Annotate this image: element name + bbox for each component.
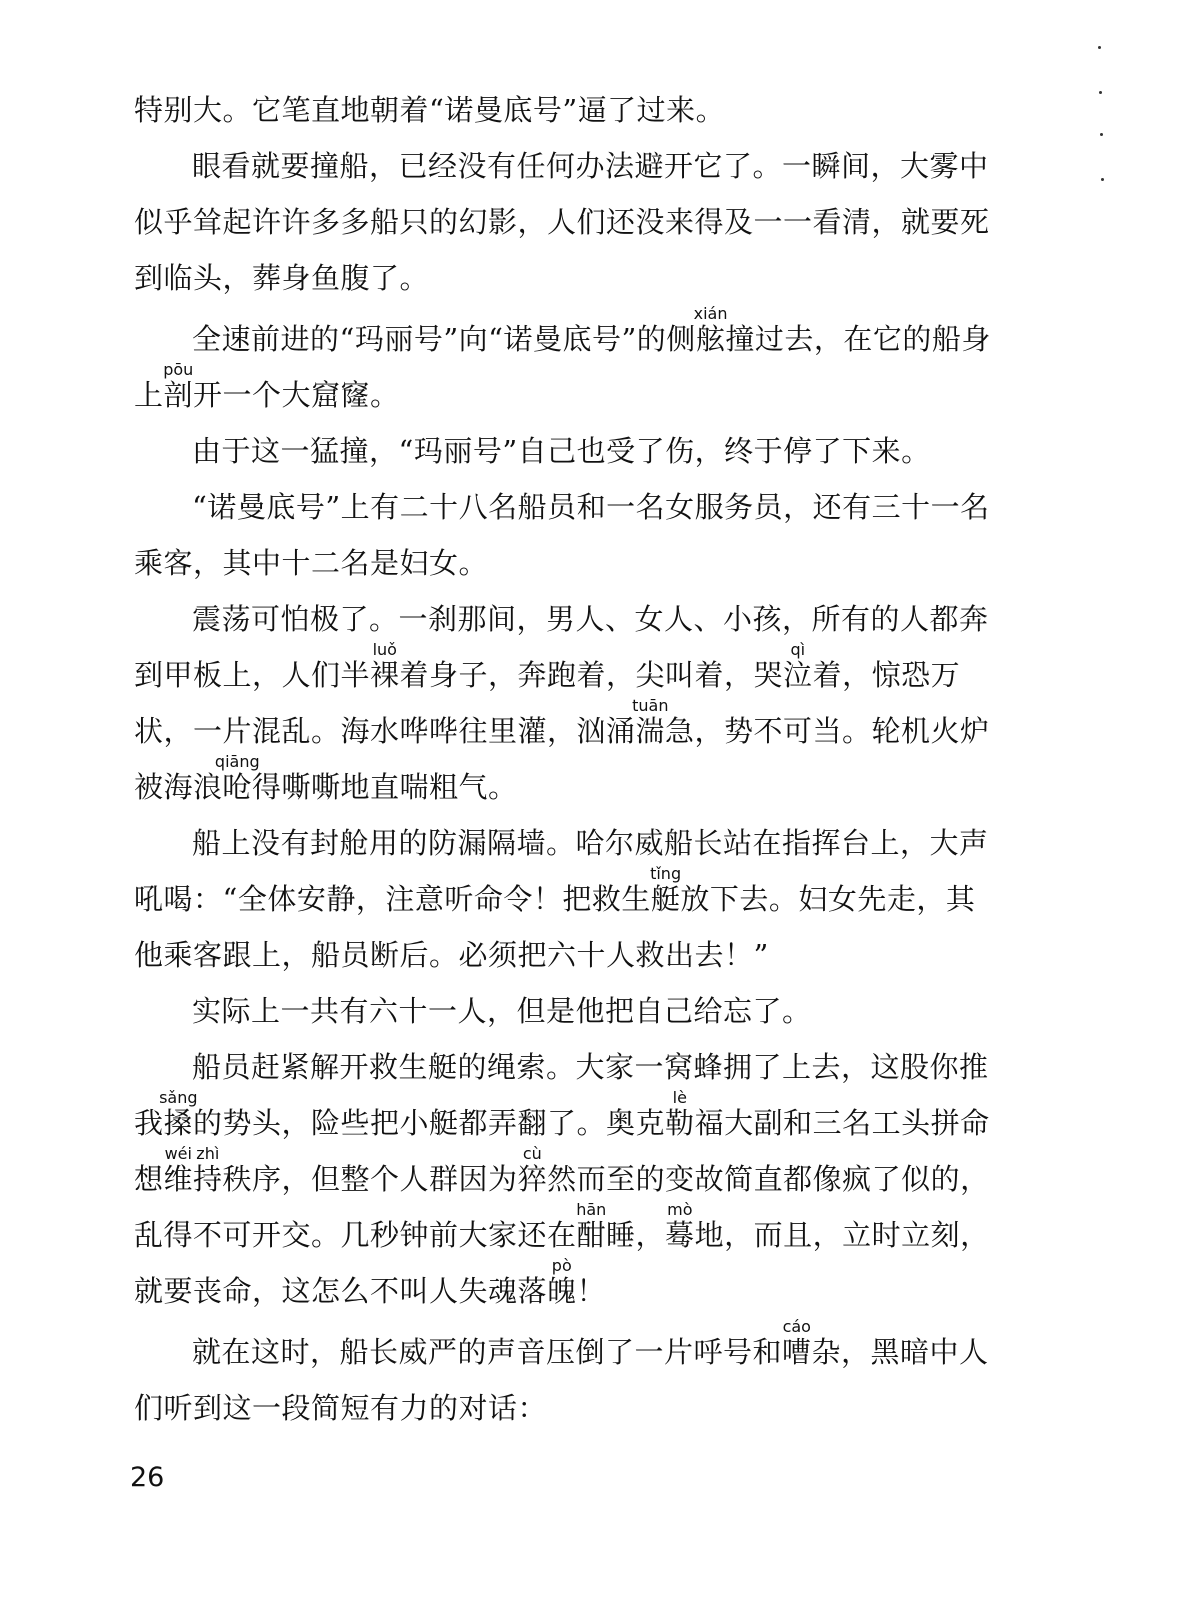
paragraph [134, 479, 994, 591]
text-run: 着，惊恐万状，一片混乱。海水哗哗往里灌，汹涌 [134, 658, 961, 748]
annotated-character: 艇tǐng [650, 864, 682, 916]
annotated-character: 裸luǒ [370, 640, 400, 692]
text-run: 撞过去，在它的船身上 [134, 322, 991, 412]
text-run: 特别大。它笔直地朝着“诺曼底号”逼了过来。 [134, 93, 726, 127]
text-run: 震荡可怕极了。一刹那间，男人、女人、小孩，所有的人都奔到甲板上，人们半 [134, 602, 989, 692]
annotated-character: 勒lè [665, 1088, 695, 1140]
paragraph [134, 983, 994, 1039]
paragraph [134, 423, 994, 479]
pinyin: qiāng [214, 752, 260, 771]
pinyin: lè [665, 1088, 695, 1107]
annotated-character: 酣hān [576, 1200, 607, 1252]
pinyin: cáo [782, 1317, 812, 1336]
annotated-character: 搡sǎng [159, 1088, 198, 1140]
page-number: 26 [130, 1462, 165, 1493]
text-run: 地，而且，立时立刻，就要丧命，这怎么不叫人失魂落 [134, 1218, 990, 1308]
pinyin: mò [665, 1200, 695, 1219]
annotated-character: 舷xián [693, 304, 728, 356]
pinyin: luǒ [370, 640, 400, 659]
paragraph [134, 82, 994, 138]
text-run: 由于这一猛撞，“玛丽号”自己也受了伤，终于停了下来。 [192, 434, 931, 468]
paragraph [134, 306, 994, 423]
pinyin: tuān [632, 696, 669, 715]
paragraph [134, 138, 994, 306]
annotated-character: 维wéi [163, 1144, 194, 1196]
text-run: 睡， [606, 1218, 666, 1252]
text-run: 全速前进的“玛丽号”向“诺曼底号”的侧 [192, 322, 696, 356]
pinyin: hān [576, 1200, 607, 1219]
text-run: 秩序，但整个人群因为 [222, 1162, 518, 1196]
annotated-character: 剖pōu [163, 360, 194, 412]
paragraph [134, 591, 994, 815]
annotated-character: 猝cù [517, 1144, 548, 1196]
paragraph [134, 1319, 994, 1436]
text-run: 眼看就要撞船，已经没有任何办法避开它了。一瞬间，大雾中似乎耸起许许多多船只的幻影，人们还没来得及一一看清，就要死到临头，葬身鱼腹了。 [134, 149, 990, 295]
text-run: 福大副和三名工头拼命想 [134, 1106, 990, 1196]
annotated-character: 嘈cáo [782, 1317, 812, 1369]
text-run: 船员赶紧解开救生艇的绳索。大家一窝蜂拥了上去，这股你推我 [134, 1050, 989, 1140]
pinyin: zhì [193, 1144, 223, 1163]
pinyin: qì [783, 640, 813, 659]
text-run: 急，势不可当。轮机火炉被海浪 [134, 714, 990, 804]
pinyin: wéi [163, 1144, 194, 1163]
text-run: 船上没有封舱用的防漏隔墙。哈尔威船长站在指挥台上，大声吼喝：“全体安静，注意听命令！把救生 [134, 826, 989, 916]
text-run: 的势头，险些把小艇都弄翻了。奥克 [193, 1106, 666, 1140]
text-run: 实际上一共有六十一人，但是他把自己给忘了。 [192, 994, 812, 1028]
annotated-character: 泣qì [783, 640, 813, 692]
pinyin: cù [517, 1144, 548, 1163]
text-run: 着身子，奔跑着，尖叫着，哭 [399, 658, 784, 692]
pinyin: tǐng [650, 864, 682, 883]
scan-mark [1099, 91, 1102, 94]
pinyin: sǎng [159, 1088, 198, 1107]
text-run: 杂，黑暗中人们听到这一段简短有力的对话： [134, 1335, 989, 1425]
annotated-character: 蓦mò [665, 1200, 695, 1252]
text-run: 放下去。妇女先走，其他乘客跟上，船员断后。必须把六十人救出去！” [134, 882, 976, 972]
scan-mark [1101, 178, 1104, 181]
pinyin: xián [693, 304, 728, 323]
paragraph [134, 1039, 994, 1319]
text-run: “诺曼底号”上有二十八名船员和一名女服务员，还有三十一名乘客，其中十二名是妇女。 [134, 490, 990, 580]
body-text [134, 82, 994, 1436]
scan-mark [1100, 133, 1103, 136]
scan-mark [1098, 46, 1101, 49]
pinyin: pōu [163, 360, 194, 379]
text-run: 然而至的变故简直都像疯了似的，乱得不可开交。几秒钟前大家还在 [134, 1162, 990, 1252]
pinyin: pò [547, 1256, 577, 1275]
paragraph [134, 815, 994, 983]
annotated-character: 呛qiāng [214, 752, 260, 804]
annotated-character: 持zhì [193, 1144, 223, 1196]
annotated-character: 魄pò [547, 1256, 577, 1308]
text-run: 开一个大窟窿。 [193, 378, 400, 412]
annotated-character: 湍tuān [632, 696, 669, 748]
text-run: 得嘶嘶地直喘粗气。 [252, 770, 518, 804]
text-run: 就在这时，船长威严的声音压倒了一片呼号和 [192, 1335, 783, 1369]
text-run: ！ [576, 1274, 607, 1308]
